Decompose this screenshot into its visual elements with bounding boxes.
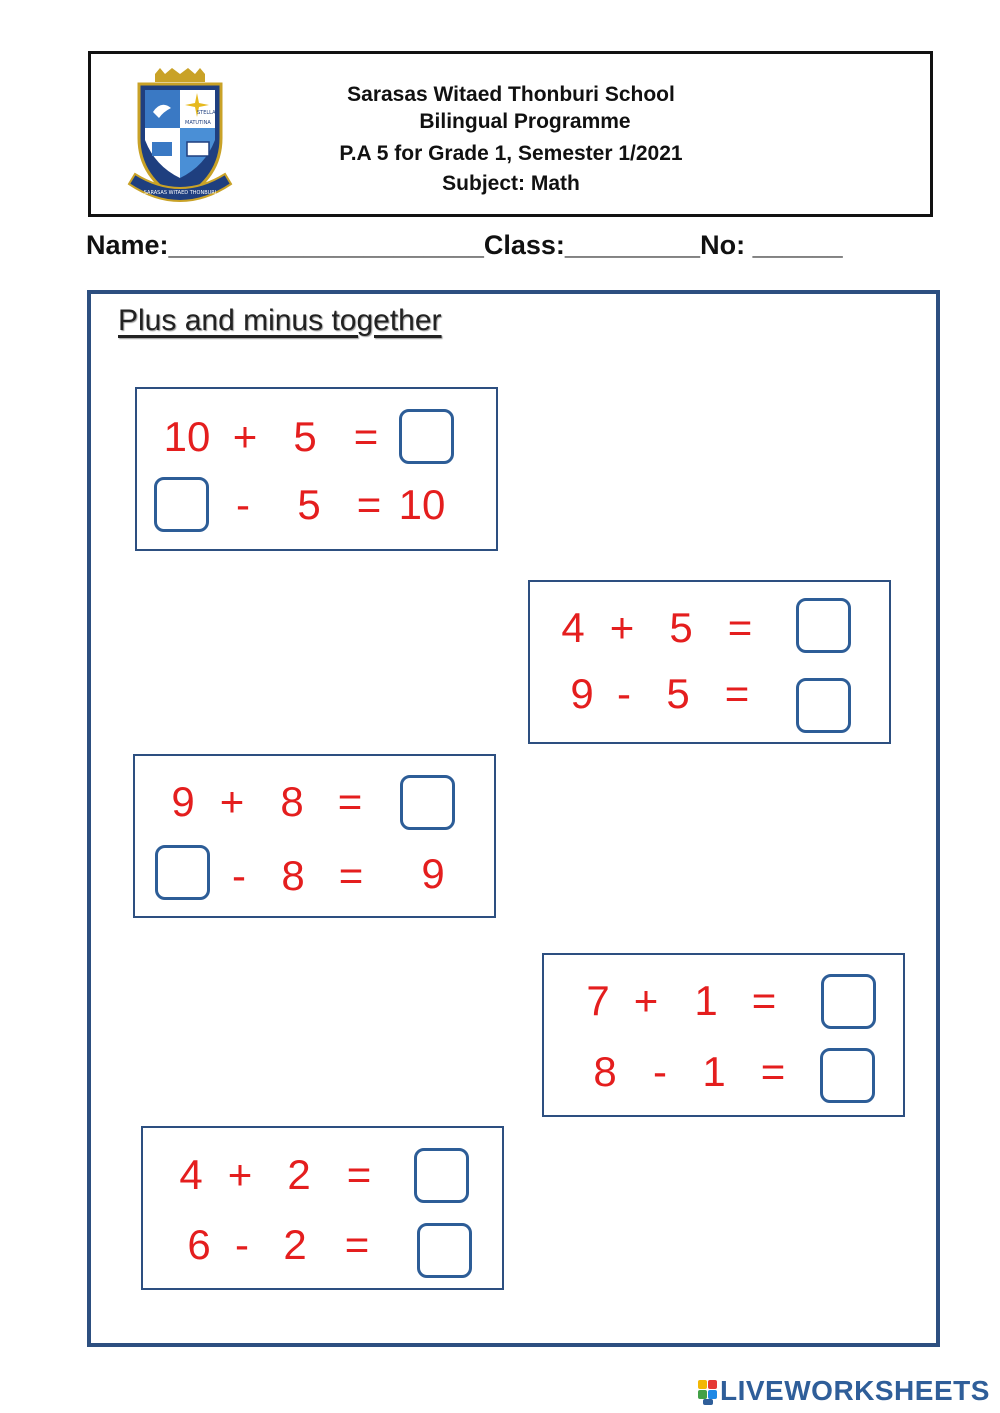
answer-box[interactable] (155, 845, 210, 900)
problem-box-1 (135, 387, 498, 551)
operand-a: 10 (163, 413, 211, 460)
operand-b: 5 (293, 413, 317, 460)
plus-sign: + (227, 1151, 253, 1198)
subject-label: Subject: Math (442, 172, 580, 195)
operand-b: 5 (666, 670, 690, 717)
answer-box[interactable] (399, 409, 454, 464)
equals-sign: = (751, 977, 777, 1024)
crest-text-bottom: MATUTINA (185, 120, 211, 126)
name-label: Name: (86, 230, 169, 260)
operand-b: 5 (669, 604, 693, 651)
operand-b: 5 (297, 481, 321, 528)
class-label: Class: (483, 230, 565, 260)
answer-box[interactable] (417, 1223, 472, 1278)
problem-box-5 (141, 1126, 504, 1290)
section-title: Plus and minus together (118, 304, 442, 337)
no-blank[interactable]: ______ (752, 230, 843, 260)
answer-box[interactable] (414, 1148, 469, 1203)
equals-sign: = (346, 1151, 372, 1198)
equals-sign: = (760, 1048, 786, 1095)
minus-sign: - (232, 852, 246, 899)
equals-sign: = (344, 1221, 370, 1268)
equals-sign: = (356, 481, 382, 528)
problem-box-3 (133, 754, 496, 918)
operand-b: 8 (281, 852, 305, 899)
result-value: 9 (421, 850, 445, 897)
operand-b: 2 (287, 1151, 311, 1198)
answer-box[interactable] (400, 775, 455, 830)
crest-text-band: SARASAS WITAED THONBURI (143, 190, 217, 196)
crest-text-top: STELLA (197, 110, 216, 116)
plus-sign: + (219, 778, 245, 825)
problem-box-2 (528, 580, 891, 744)
problem-box-4 (542, 953, 905, 1117)
class-blank[interactable]: _________ (564, 230, 701, 260)
result-value: 10 (398, 481, 446, 528)
equals-sign: = (724, 670, 750, 717)
operand-a: 8 (593, 1048, 617, 1095)
name-blank[interactable]: _____________________ (168, 230, 484, 260)
minus-sign: - (653, 1048, 667, 1095)
no-label: No: (700, 230, 746, 260)
plus-sign: + (633, 977, 659, 1024)
operand-a: 9 (171, 778, 195, 825)
operand-a: 4 (561, 604, 585, 651)
operand-a: 4 (179, 1151, 203, 1198)
operand-a: 7 (586, 977, 610, 1024)
school-name: Sarasas Witaed Thonburi School (347, 83, 675, 106)
minus-sign: - (235, 1221, 249, 1268)
plus-sign: + (609, 604, 635, 651)
programme-name: Bilingual Programme (419, 110, 631, 133)
answer-box[interactable] (154, 477, 209, 532)
liveworksheets-logo-icon (698, 1380, 718, 1406)
operand-a: 6 (187, 1221, 211, 1268)
operand-b: 8 (280, 778, 304, 825)
answer-box[interactable] (820, 1048, 875, 1103)
equals-sign: = (337, 778, 363, 825)
operand-b: 1 (702, 1048, 726, 1095)
equals-sign: = (338, 852, 364, 899)
liveworksheets-brand: LIVEWORKSHEETS (720, 1375, 990, 1406)
minus-sign: - (617, 670, 631, 717)
assessment-title: P.A 5 for Grade 1, Semester 1/2021 (339, 142, 683, 165)
plus-sign: + (232, 413, 258, 460)
answer-box[interactable] (821, 974, 876, 1029)
equals-sign: = (727, 604, 753, 651)
equals-sign: = (353, 413, 379, 460)
student-info-line (86, 230, 843, 261)
answer-box[interactable] (796, 598, 851, 653)
minus-sign: - (236, 481, 250, 528)
operand-b: 1 (694, 977, 718, 1024)
operand-a: 9 (570, 670, 594, 717)
operand-b: 2 (283, 1221, 307, 1268)
answer-box[interactable] (796, 678, 851, 733)
